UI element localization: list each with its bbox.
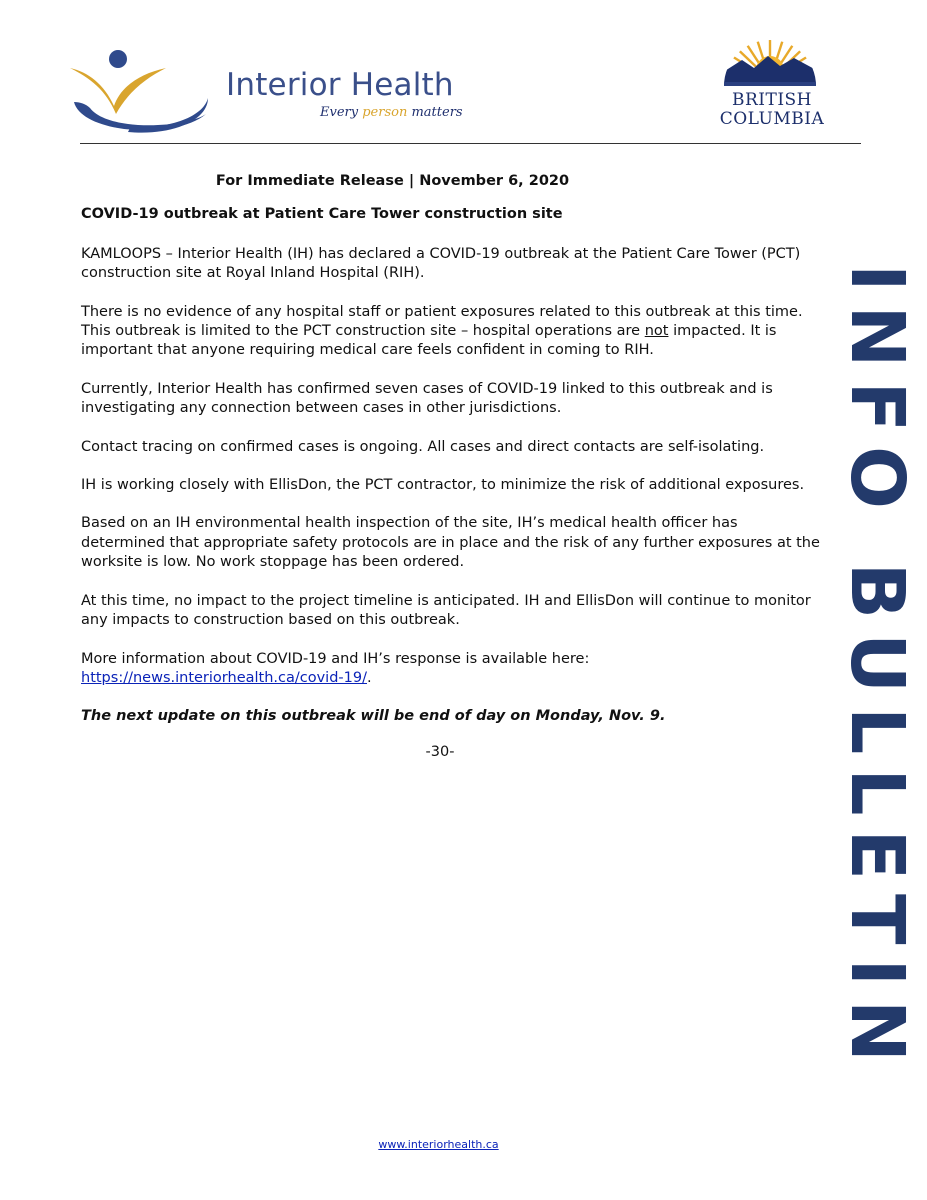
- paragraph-text: impacted. It is important that anyone requiring medical care feels confident in coming to RIH.: [81, 323, 777, 359]
- paragraph: [81, 303, 821, 361]
- org-name: Interior Health: [226, 67, 454, 103]
- footer-website-link[interactable]: www.interiorhealth.ca: [378, 1138, 499, 1151]
- info-bulletin-label: INFO BULLETIN: [834, 264, 920, 1076]
- interior-health-person-icon: [68, 48, 218, 134]
- header-divider: [80, 143, 861, 144]
- headline: COVID-19 outbreak at Patient Care Tower construction site: [81, 206, 563, 223]
- paragraph: Based on an IH environmental health inspection of the site, IH’s medical health officer has determined that appropriate safety protocols are in place and the risk of any further exposures at the worksite is low. No work stoppage has been ordered.: [81, 515, 820, 571]
- sunrise-mountain-icon: [720, 30, 820, 88]
- tagline-part3: matters: [411, 105, 463, 120]
- interior-health-logo: [68, 48, 468, 134]
- bulletin-body: [81, 172, 821, 762]
- next-update-notice: The next update on this outbreak will be end of day on Monday, Nov. 9.: [81, 708, 666, 725]
- emphasis-not: not: [644, 323, 669, 340]
- more-info-trailing: .: [366, 669, 372, 686]
- more-info-text: More information about COVID-19 and IH’s response is available here:: [81, 650, 590, 667]
- footer: [0, 1138, 877, 1151]
- tagline-part2: person: [362, 105, 408, 120]
- more-info-paragraph: [81, 650, 821, 689]
- paragraph: At this time, no impact to the project timeline is anticipated. IH and EllisDon will continue to monitor any impacts to construction based on this outbreak.: [81, 592, 811, 629]
- paragraph: KAMLOOPS – Interior Health (IH) has declared a COVID-19 outbreak at the Patient Care Tower (PCT) construction site at Royal Inland Hospital (RIH).: [81, 245, 801, 282]
- covid-info-link[interactable]: https://news.interiorhealth.ca/covid-19/: [81, 669, 367, 686]
- bc-logo-line2: COLUMBIA: [719, 109, 825, 129]
- paragraph: Contact tracing on confirmed cases is ongoing. All cases and direct contacts are self-isolating.: [81, 438, 765, 455]
- info-bulletin-banner: [832, 245, 922, 1095]
- end-mark: -30-: [425, 743, 455, 760]
- release-line: For Immediate Release | November 6, 2020: [215, 173, 570, 189]
- paragraph: IH is working closely with EllisDon, the PCT contractor, to minimize the risk of additional exposures.: [81, 477, 805, 494]
- bc-logo-line1: BRITISH: [731, 90, 813, 110]
- paragraph: Currently, Interior Health has confirmed seven cases of COVID-19 linked to this outbreak and is investigating any connection between cases in other jurisdictions.: [81, 380, 773, 417]
- tagline-part1: Every: [320, 105, 359, 120]
- british-columbia-logo: [708, 30, 836, 130]
- paragraph-text: There is no evidence of any hospital staff or patient exposures related to this outbreak at this time. This outbreak is limited to the PCT construction site – hospital operations are: [81, 303, 803, 340]
- tagline: [320, 105, 463, 120]
